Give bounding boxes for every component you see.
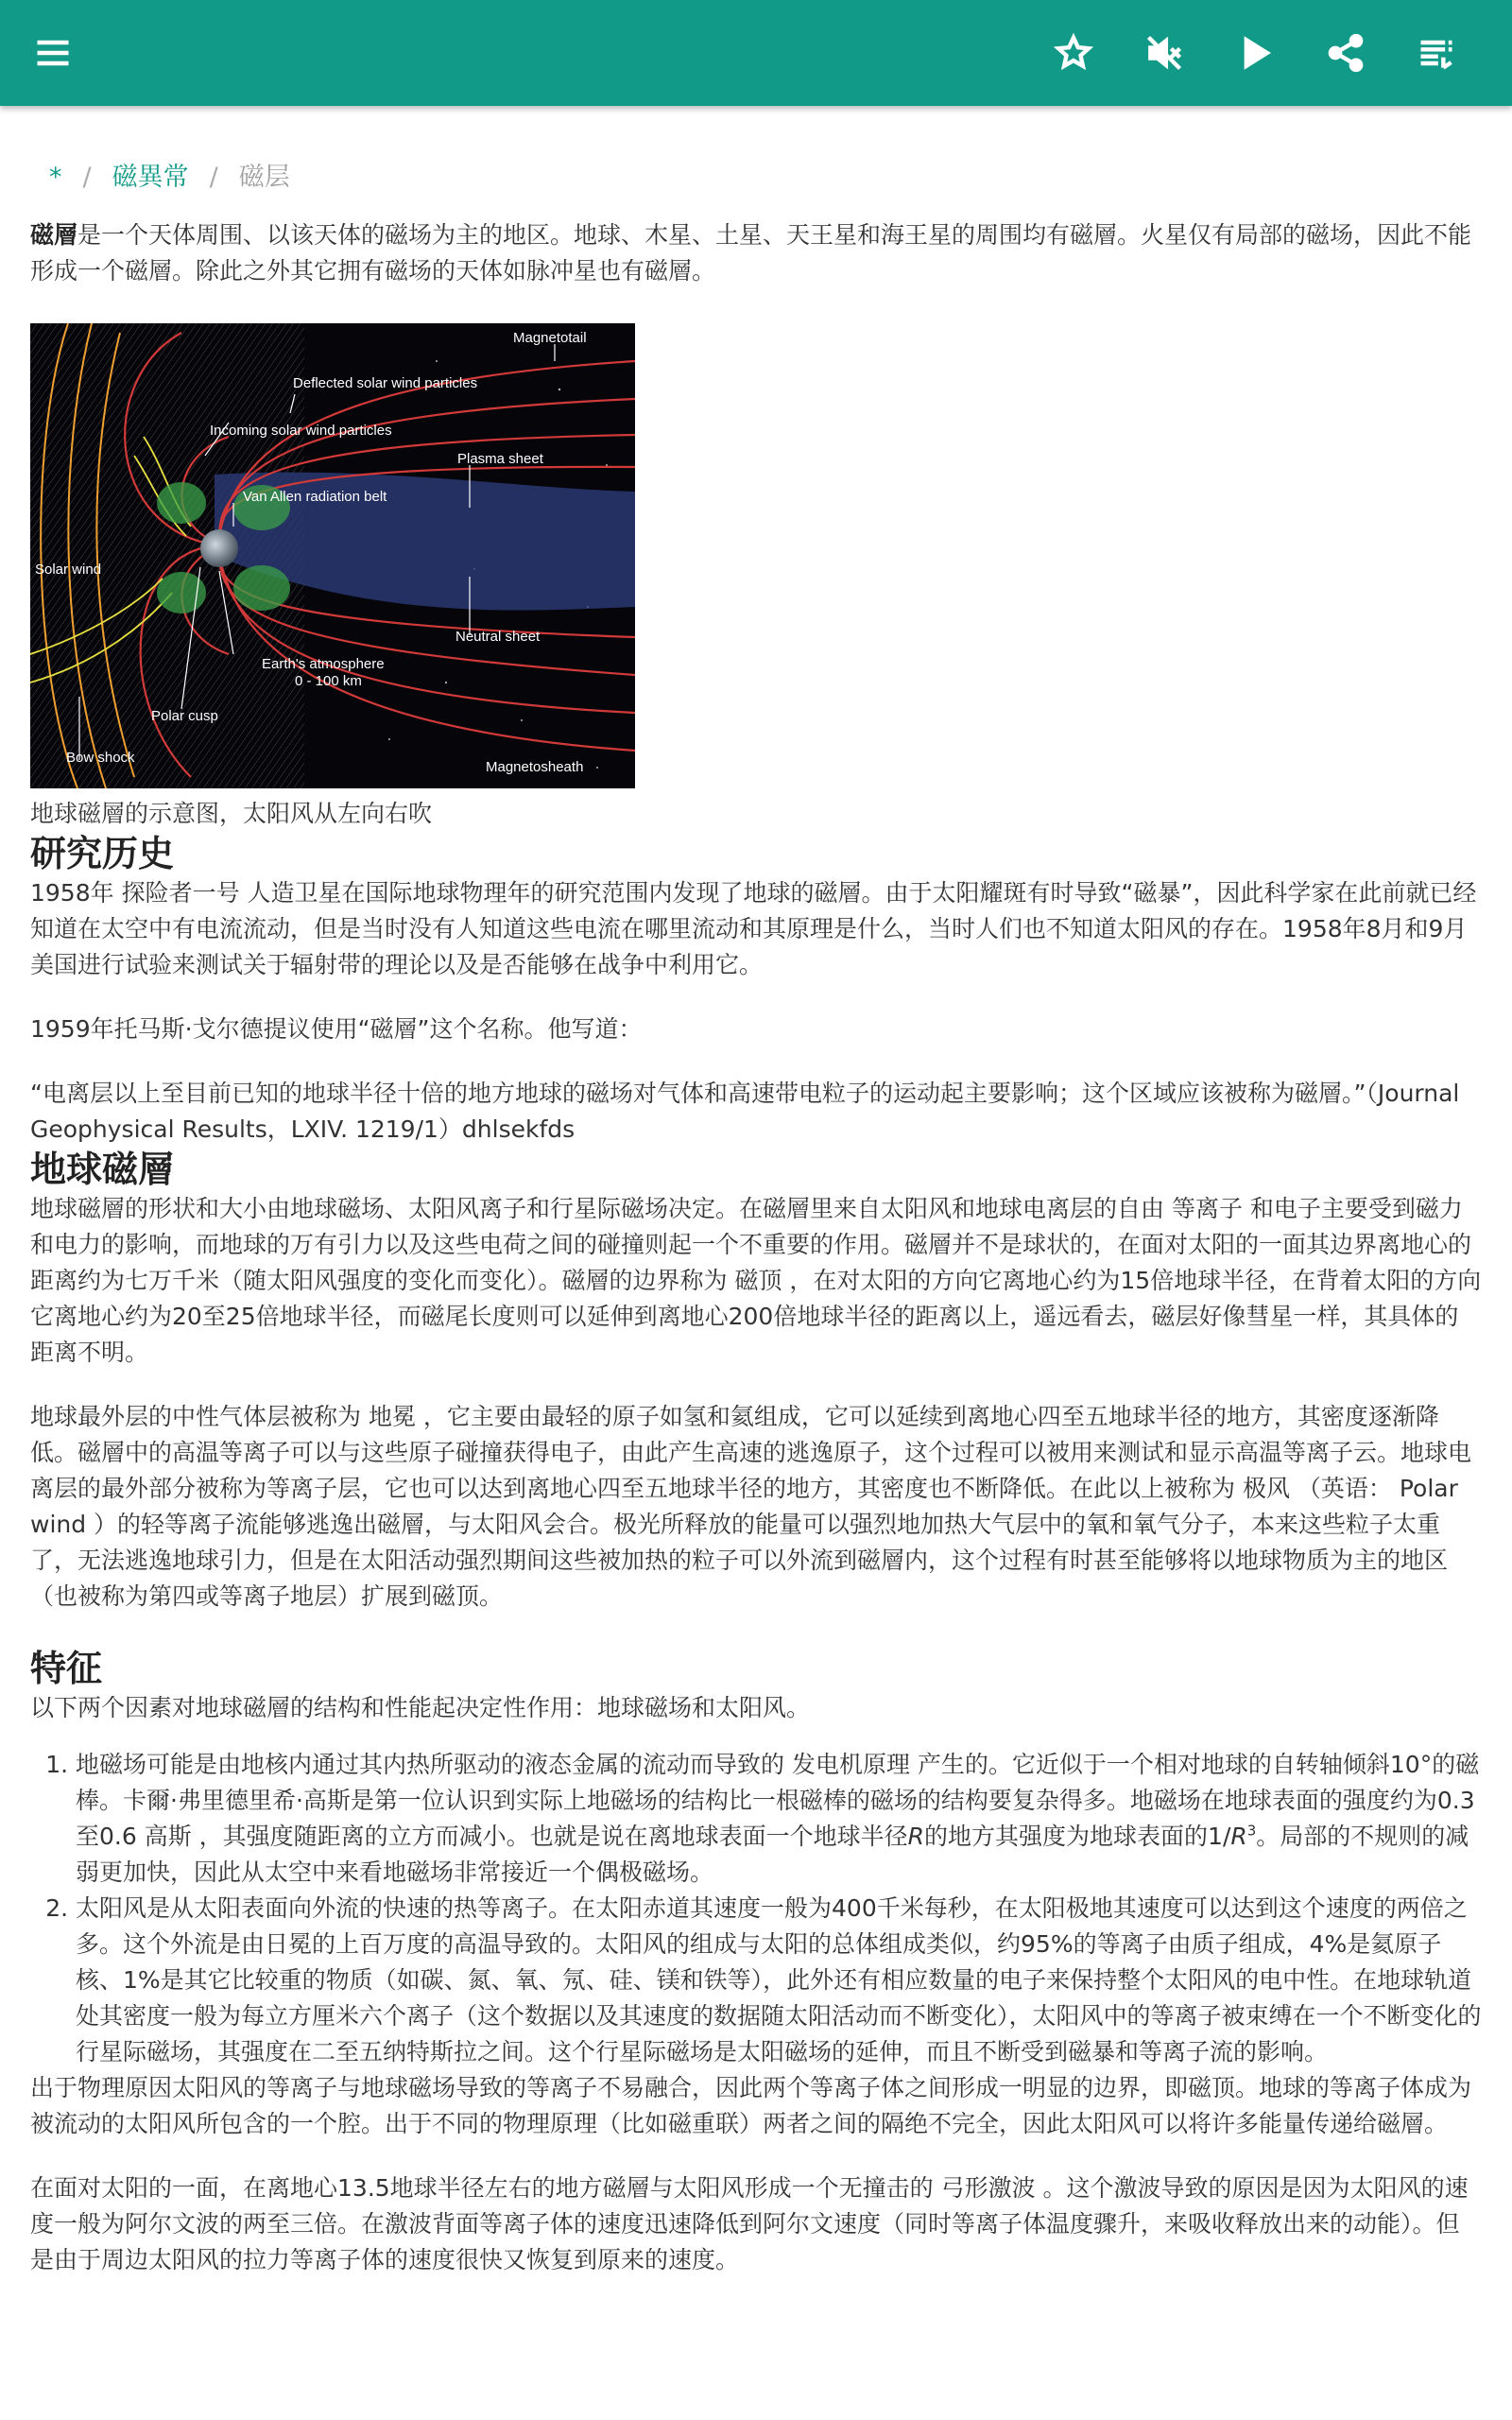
playlist-button[interactable] (1408, 25, 1465, 81)
share-icon (1325, 32, 1366, 74)
play-icon (1234, 32, 1276, 74)
earth-paragraph: 地球最外层的中性气体层被称为 地冕 ，它主要由最轻的原子如氢和氦组成，它可以延续到离地心四至五地球半径的地方，其密度逐渐降低。磁層中的高温等离子可以与这些原子碰撞获得电子，由此产生高速的逃逸原子，这个过程可以被用来测试和显示高温等离子云。地球电离层的最外部分被称为等离子层，它也可以达到离地心四至五地球半径的地方，其密度也不断降低。在此以上被称为 极风 （英语： Polar wind ）的轻等离子流能够逃逸出磁層，与太阳风会合。极光所释放的能量可以强烈地加热大气层中的氧和氧气分子，本来这些粒子太重了，无法逃逸地球引力，但是在太阳活动强烈期间这些被加热的粒子可以外流到磁層内，这个过程有时甚至能够将以地球物质为主的地区（也被称为第四或等离子地层）扩展到磁顶。 (30, 1403, 1472, 1610)
menu-button[interactable] (25, 25, 81, 81)
breadcrumb-home-link[interactable]: * (49, 163, 62, 192)
breadcrumb-separator: / (209, 163, 218, 192)
label-atmosphere-range: 0 - 100 km (295, 673, 362, 689)
list-item: 2. 太阳风是从太阳表面向外流的快速的热等离子。在太阳赤道其速度一般为400千米每秒，在太阳极地其速度可以达到这个速度的两倍之多。这个外流是由日冕的上百万度的高温导致的。太阳风的组成与太阳的总体组成类似，约95%的等离子由质子组成，4%是氦原子核、1%是其它比较重的物质（如碳、氮、氧、氖、硅、镁和铁等），此外还有相应数量的电子来保持整个太阳风的电中性。在地球轨道处其密度一般为每立方厘米六个离子（这个数据以及其速度的数据随太阳活动而不断变化），太阳风中的等离子被束缚在一个不断变化的行星际磁场，其强度在二至五纳特斯拉之间。这个行星际磁场是太阳磁场的延伸，而且不断受到磁暴和等离子流的影响。 (76, 1891, 1482, 2070)
intro-term: 磁層 (30, 221, 78, 249)
label-magnetotail: Magnetotail (513, 330, 587, 346)
breadcrumb (49, 161, 1482, 195)
history-paragraph: 1958年 探险者一号 人造卫星在国际地球物理年的研究范围内发现了地球的磁層。由于太阳耀斑有时导致“磁暴”，因此科学家在此前就已经知道在太空中有电流流动，但是当时没有人知道这些电流在哪里流动和其原理是什么，当时人们也不知道太阳风的存在。1958年8月和9月美国进行试验来测试关于辐射带的理论以及是否能够在战争中利用它。 (30, 879, 1477, 978)
share-button[interactable] (1317, 25, 1374, 81)
label-earth-atmosphere: Earth's atmosphere (262, 656, 385, 672)
history-quote: “电离层以上至目前已知的地球半径十倍的地方地球的磁场对气体和高速带电粒子的运动起主要影响；这个区域应该被称为磁層。”（Journal Geophysical Results，LXIV. 1219/1）dhlsekfds (30, 1080, 1460, 1143)
article (30, 161, 1482, 2278)
breadcrumb-current: 磁层 (238, 163, 290, 192)
earth-paragraph: 地球磁層的形状和大小由地球磁场、太阳风离子和行星际磁场决定。在磁層里来自太阳风和地球电离层的自由 等离子 和电子主要受到磁力和电力的影响，而地球的万有引力以及这些电荷之间的碰撞则起一个不重要的作用。磁層并不是球状的，在面对太阳的一面其边界离地心的距离约为七万千米（随太阳风强度的变化而变化）。磁層的边界称为 磁顶 ，在对太阳的方向它离地心约为15倍地球半径，在背着太阳的方向它离地心约为20至25倍地球半径，而磁尾长度则可以延伸到离地心200倍地球半径的距离以上，遥远看去，磁层好像彗星一样，其具体的距离不明。 (30, 1195, 1482, 1366)
magnetosphere-diagram[interactable] (30, 323, 635, 788)
breadcrumb-parent-link[interactable]: 磁異常 (112, 163, 189, 192)
label-bow-shock: Bow shock (66, 750, 135, 766)
star-outline-icon (1053, 32, 1094, 74)
magnetosphere-figure (30, 323, 1482, 832)
figure-caption: 地球磁層的示意图，太阳风从左向右吹 (30, 800, 433, 827)
features-paragraph: 出于物理原因太阳风的等离子与地球磁场导致的等离子不易融合，因此两个等离子体之间形成一明显的边界，即磁顶。地球的等离子体成为被流动的太阳风所包含的一个腔。出于不同的物理原理（比如磁重联）两者之间的隔绝不完全，因此太阳风可以将许多能量传递给磁層。 (30, 2074, 1472, 2137)
features-list (30, 1747, 1482, 2070)
intro-text: 是一个天体周围、以该天体的磁场为主的地区。地球、木星、土星、天王星和海王星的周围均有磁層。火星仅有局部的磁场，因此不能形成一个磁層。除此之外其它拥有磁场的天体如脉冲星也有磁層。 (30, 221, 1472, 285)
label-magnetosheath: Magnetosheath (486, 759, 584, 775)
mute-button[interactable] (1136, 25, 1193, 81)
playlist-icon (1416, 32, 1457, 74)
label-van-allen-belt: Van Allen radiation belt (243, 489, 387, 505)
label-plasma-sheet: Plasma sheet (457, 451, 543, 467)
menu-icon (32, 32, 74, 74)
history-heading: 研究历史 (30, 833, 175, 874)
label-solar-wind: Solar wind (35, 562, 102, 578)
label-polar-cusp: Polar cusp (151, 708, 218, 724)
play-button[interactable] (1227, 25, 1283, 81)
app-bar (0, 0, 1512, 106)
label-neutral-sheet: Neutral sheet (455, 629, 541, 645)
history-paragraph: 1959年托马斯·戈尔德提议使用“磁層”这个名称。他写道： (30, 1015, 643, 1043)
bookmark-button[interactable] (1045, 25, 1102, 81)
features-intro: 以下两个因素对地球磁層的结构和性能起决定性作用：地球磁场和太阳风。 (30, 1694, 811, 1721)
breadcrumb-separator: / (82, 163, 92, 192)
volume-off-icon (1143, 32, 1185, 74)
intro-paragraph (30, 217, 1482, 289)
features-paragraph: 在面对太阳的一面，在离地心13.5地球半径左右的地方磁層与太阳风形成一个无撞击的 弓形激波 。这个激波导致的原因是因为太阳风的速度一般为阿尔文波的两至三倍。在激波背面等离子体的速度迅速降低到阿尔文速度（同时等离子体温度骤升，来吸收释放出来的动能）。但是由于周边太阳风的拉力等离子体的速度很快又恢复到原来的速度。 (30, 2174, 1469, 2273)
list-item: 1. 地磁场可能是由地核内通过其内热所驱动的液态金属的流动而导致的 发电机原理 产生的。它近似于一个相对地球的自转轴倾斜10°的磁棒。卡爾·弗里德里希·高斯是第一位认识到实际上地磁场的结构比一根磁棒的磁场的结构要复杂得多。地磁场在地球表面的强度约为0.3至0.6 高斯 ，其强度随距离的立方而减小。也就是说在离地球表面一个地球半径R的地方其强度为地球表面的$1/R^3$。局部的不规则的减弱更加快，因此从太空中来看地磁场非常接近一个偶极磁场。 (76, 1747, 1482, 1891)
earth-magnetosphere-heading: 地球磁層 (30, 1149, 175, 1190)
label-incoming-solar-wind: Incoming solar wind particles (210, 423, 392, 439)
label-deflected-solar-wind: Deflected solar wind particles (293, 375, 478, 391)
features-heading: 特征 (30, 1648, 103, 1689)
